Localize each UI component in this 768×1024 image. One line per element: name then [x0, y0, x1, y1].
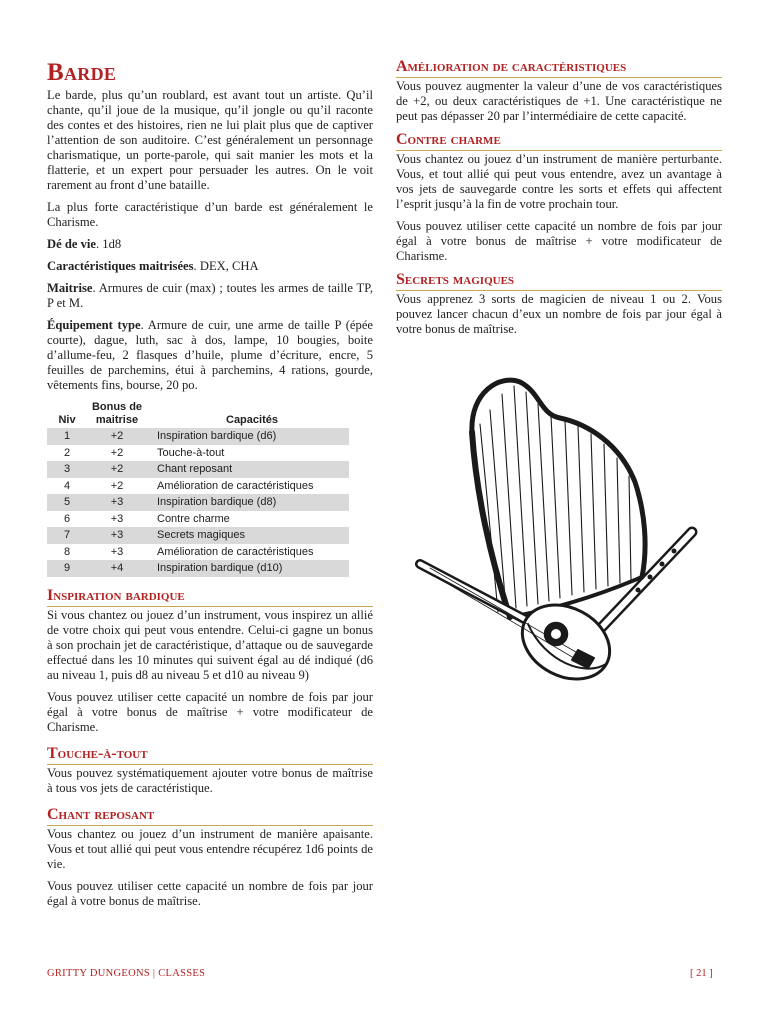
- cell-feature: Chant reposant: [147, 461, 349, 478]
- table-row: [47, 494, 349, 511]
- header-features: Capacités: [226, 414, 278, 426]
- cell-feature: Contre charme: [157, 512, 230, 525]
- table-row: [47, 428, 349, 445]
- cell-level: 9: [47, 560, 87, 577]
- section-title: Chant reposant: [47, 806, 373, 826]
- section-paragraph: Vous pouvez systématiquement ajouter votre bonus de maîtrise à tous vos jets de caractéristique.: [47, 765, 373, 795]
- intro-paragraph: La plus forte caractéristique d’un barde est généralement le Charisme.: [47, 200, 373, 229]
- section-contre: [396, 131, 722, 264]
- left-column: [47, 58, 373, 916]
- table-row: [47, 461, 349, 478]
- section-title: Contre charme: [396, 131, 722, 151]
- equipment-label: Équipement type: [47, 318, 141, 332]
- intro-paragraph: Le barde, plus qu’un roublard, est avant tout un artiste. Qu’il chante, qu’il joue de la musique, qu’il jongle ou qu’il raconte des contes et des histoires, rien ne lui plait plus que de captiver l’attention de son auditoire. C’est généralement un personnage charismatique, un porte-parole, qui sait manier les mots et la flatterie, et un expert pour persuader les autres. On le voit rarement au front d’une bataille.: [47, 88, 373, 192]
- section-inspiration: [47, 587, 373, 735]
- cell-bonus: +3: [87, 494, 147, 511]
- cell-feature: Touche-à-tout: [157, 446, 225, 459]
- table-row: [47, 560, 349, 577]
- hit-die-value: . 1d8: [95, 237, 122, 251]
- hit-die-line: [47, 237, 373, 252]
- cell-bonus: +2: [110, 479, 124, 492]
- cell-feature: Secrets magiques: [147, 527, 349, 544]
- harp-lute-flute-illustration: [410, 372, 710, 692]
- section-paragraph: Vous chantez ou jouez d’un instrument de manière apaisante. Vous et tout allié qui peut vous entendre récupérez 1d6 points de vie.: [47, 826, 373, 871]
- table-row: [47, 527, 349, 544]
- cell-level: 4: [63, 479, 71, 492]
- section-paragraph: Vous pouvez utiliser cette capacité un nombre de fois par jour égal à votre bonus de maîtrise + votre modificateur de Charisme.: [396, 219, 722, 263]
- header-bonus: Bonus de maitrise: [91, 401, 143, 426]
- table-row: [47, 544, 349, 561]
- proficiency-value: . Armures de cuir (max) ; toutes les armes de taille TP, P et M.: [47, 281, 373, 310]
- table-row: [47, 478, 349, 495]
- section-secrets: [396, 271, 722, 337]
- section-title: Secrets magiques: [396, 271, 722, 291]
- page-title: Barde: [47, 59, 117, 86]
- right-column: [396, 58, 722, 344]
- footer-running-title: GRITTY DUNGEONS | CLASSES: [47, 968, 206, 979]
- cell-bonus: +3: [110, 512, 124, 525]
- saves-line: [47, 259, 373, 274]
- table-row: [47, 511, 349, 528]
- cell-bonus: +2: [110, 446, 124, 459]
- equipment-value: . Armure de cuir, une arme de taille P (épée courte), dague, luth, sac à dos, lampe, 10 bougies, boite d’allume-feu, 2 flasques d’huile, plume d’écriture, encre, 5 feuilles de parchemins, étui à parchemins, 4 rations, gourde, vêtements fins, bourse, 20 po.: [47, 318, 374, 392]
- section-title: Inspiration bardique: [47, 587, 373, 607]
- cell-level: 3: [47, 461, 87, 478]
- section-paragraph: Vous chantez ou jouez d’un instrument de manière perturbante. Vous, et tout allié qui peut vous entendre, avez un avantage à vos jets de sauvegarde contre les sorts et effets qui affectent l’esprit jusqu’à la fin de votre prochain tour.: [396, 152, 722, 211]
- header-level: Niv: [58, 414, 76, 426]
- saves-label: Caractéristiques maitrisées: [47, 259, 194, 273]
- cell-level: 2: [63, 446, 71, 459]
- table-header-row: [47, 400, 349, 428]
- cell-level: 7: [47, 527, 87, 544]
- lute-icon: [420, 564, 623, 692]
- section-paragraph: Vous pouvez augmenter la valeur d’une de vos caractéristiques de +2, ou deux caractéristiques de +1. Une caractéristique ne peut pas dépasser 20 par l’intermédiaire de cette capacité.: [396, 79, 722, 123]
- cell-feature: Amélioration de caractéristiques: [157, 545, 314, 558]
- cell-feature: Inspiration bardique (d6): [147, 428, 349, 445]
- cell-level: 8: [63, 545, 71, 558]
- harp-icon: [472, 380, 645, 617]
- cell-bonus: +3: [87, 527, 147, 544]
- cell-bonus: +2: [87, 428, 147, 445]
- section-touche: [47, 745, 373, 796]
- section-paragraph: Vous apprenez 3 sorts de magicien de niveau 1 ou 2. Vous pouvez lancer chacun d’eux un nombre de fois par jour égal à votre bonus de maîtrise.: [396, 292, 722, 336]
- cell-bonus: +2: [87, 461, 147, 478]
- section-paragraph: Vous pouvez utiliser cette capacité un nombre de fois par jour égal à votre bonus de maîtrise + votre modificateur de Charisme.: [47, 689, 373, 734]
- bard-progression-table: [47, 400, 349, 577]
- cell-feature: Amélioration de caractéristiques: [157, 479, 314, 492]
- hit-die-label: Dé de vie: [47, 237, 96, 251]
- section-paragraph: Si vous chantez ou jouez d’un instrument, vous inspirez un allié de votre choix qui peut vous entendre. Celui-ci gagne un bonus à son prochain jet de caractéristique, d’attaque ou de sauvegarde effectué dans les 10 minutes qui suivent égal au dé indiqué (d6 au niveau 1, puis d8 au niveau 5 et d10 au niveau 9): [47, 607, 373, 682]
- cell-level: 1: [47, 428, 87, 445]
- proficiency-label: Maitrise: [47, 281, 93, 295]
- cell-level: 6: [63, 512, 71, 525]
- section-title: Amélioration de caractéristiques: [396, 58, 722, 78]
- saves-value: . DEX, CHA: [193, 259, 259, 273]
- equipment-line: [47, 318, 373, 393]
- cell-bonus: +4: [87, 560, 147, 577]
- section-chant: [47, 806, 373, 909]
- table-row: [47, 445, 349, 462]
- cell-bonus: +3: [110, 545, 124, 558]
- cell-feature: Inspiration bardique (d8): [147, 494, 349, 511]
- proficiency-line: [47, 281, 373, 311]
- section-title: Touche-à-tout: [47, 745, 373, 765]
- cell-level: 5: [47, 494, 87, 511]
- section-amelioration: [396, 58, 722, 124]
- page-number: [ 21 ]: [690, 968, 713, 979]
- section-paragraph: Vous pouvez utiliser cette capacité un nombre de fois par jour égal à votre bonus de maîtrise.: [47, 878, 373, 908]
- cell-feature: Inspiration bardique (d10): [147, 560, 349, 577]
